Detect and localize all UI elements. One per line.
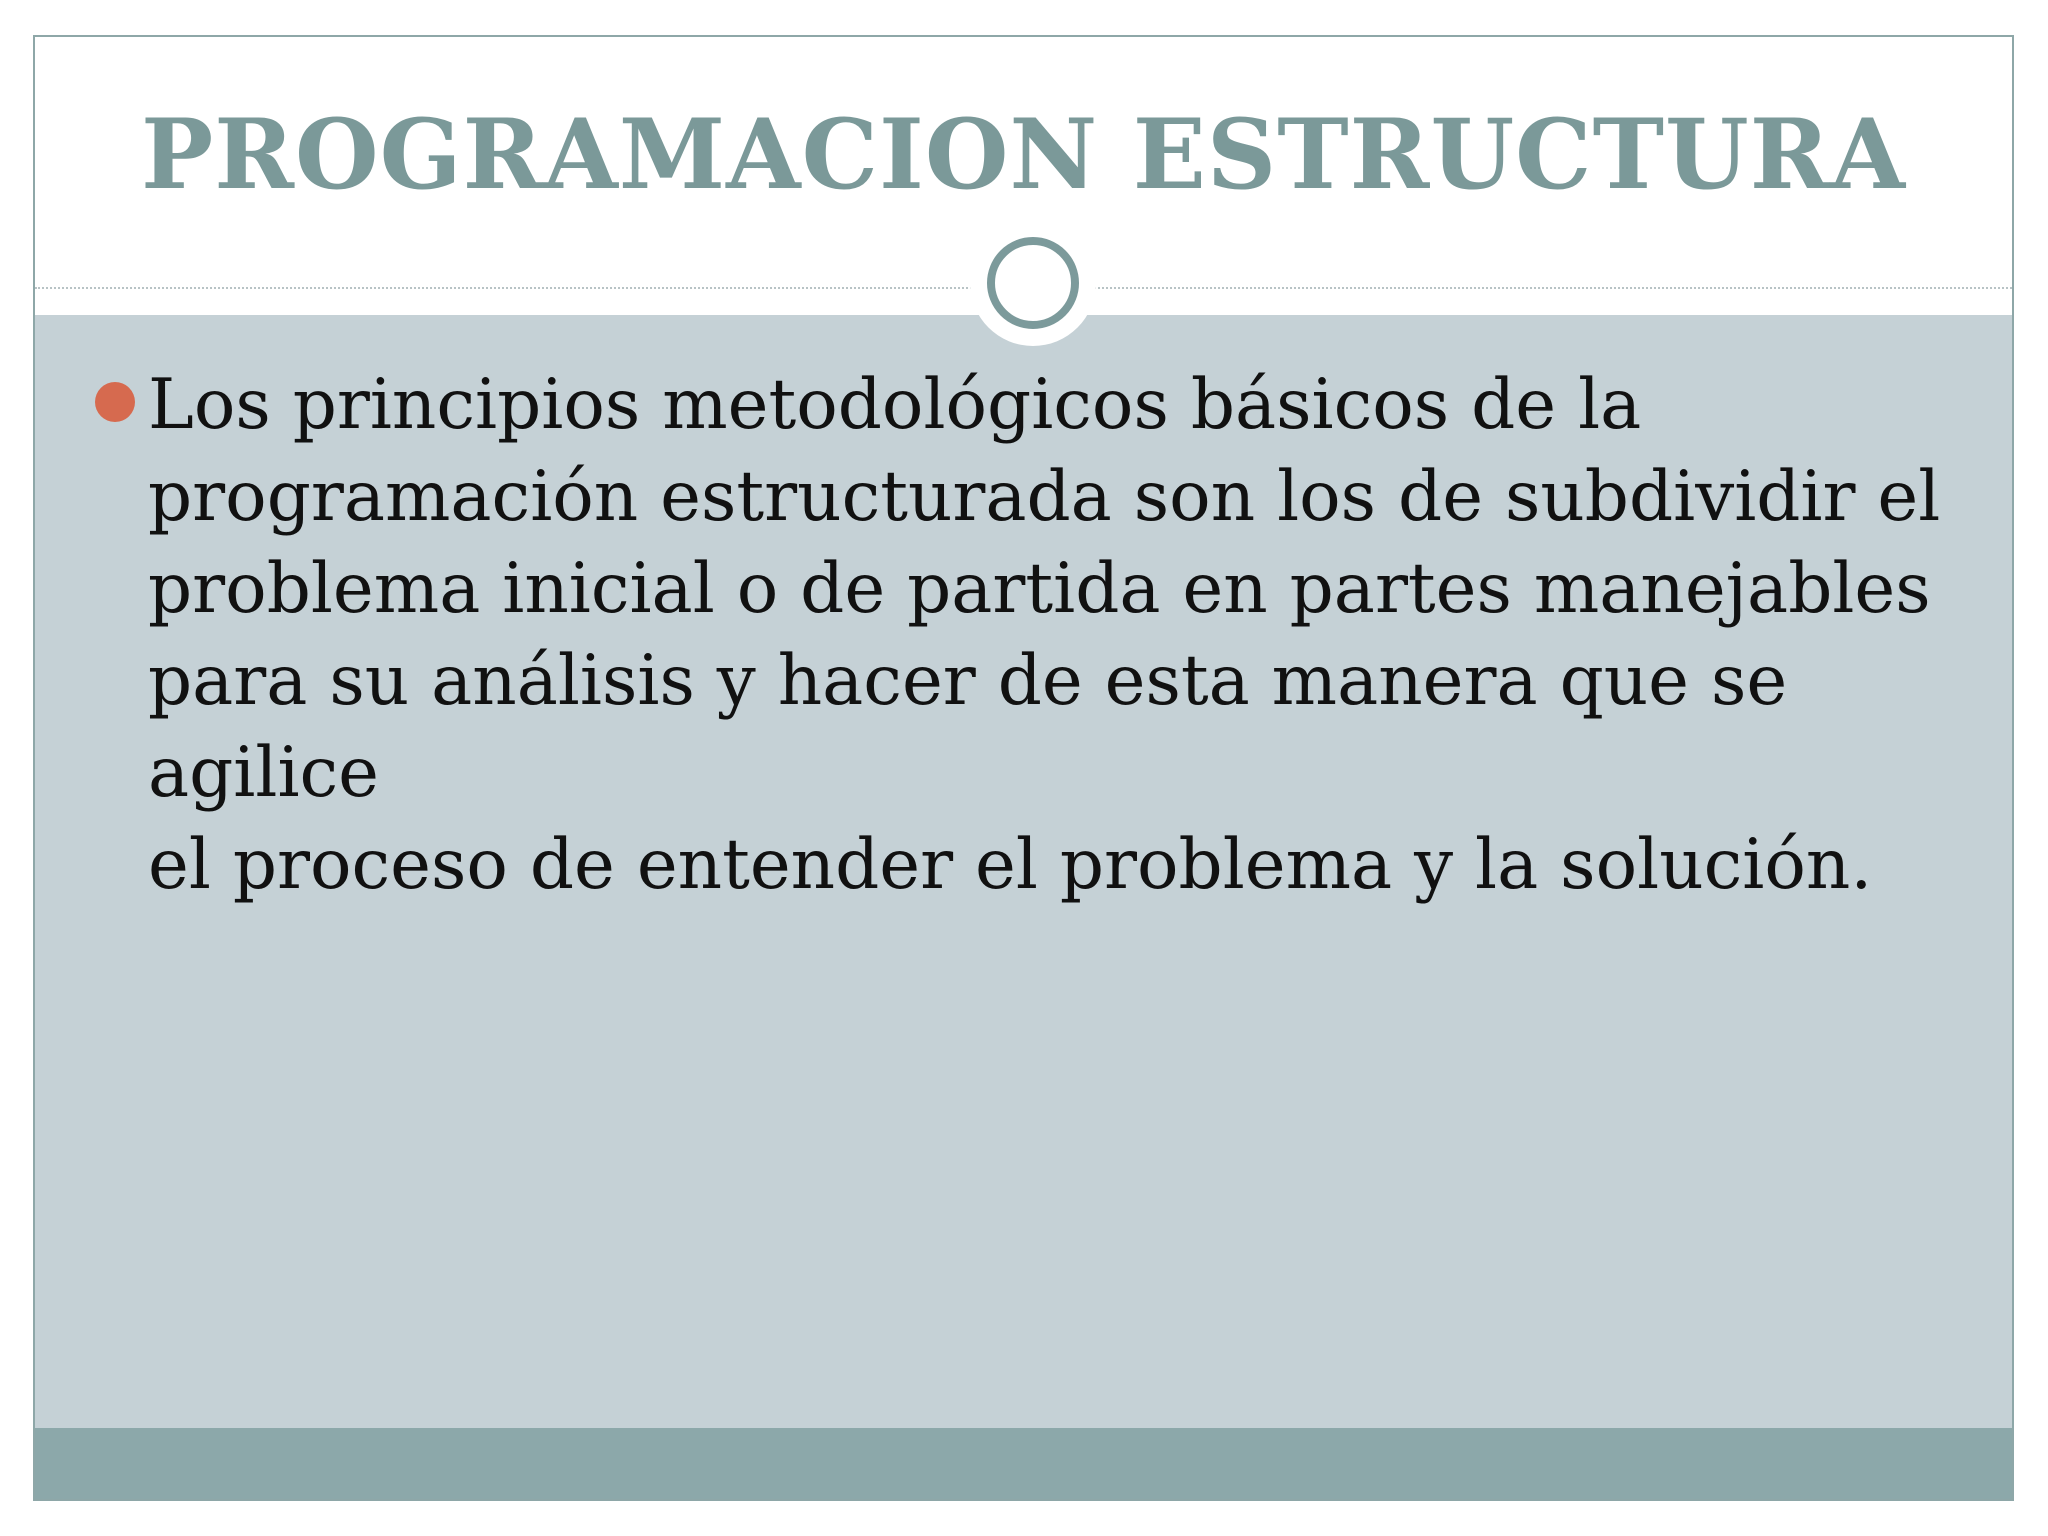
footer-bar [35,1428,2012,1499]
ring-icon [987,237,1079,329]
slide [33,35,2014,1501]
bullet-dot-icon [95,382,135,422]
bullet-text: Los principios metodológicos básicos de la programación estructurada son los de subdividir el problema inicial o de partida en partes manejables para su análisis y hacer de esta manera que se agilice el proceso de entender el problema y la solución. [148,365,1941,905]
slide-title: PROGRAMACION ESTRUCTURA [141,98,1906,211]
